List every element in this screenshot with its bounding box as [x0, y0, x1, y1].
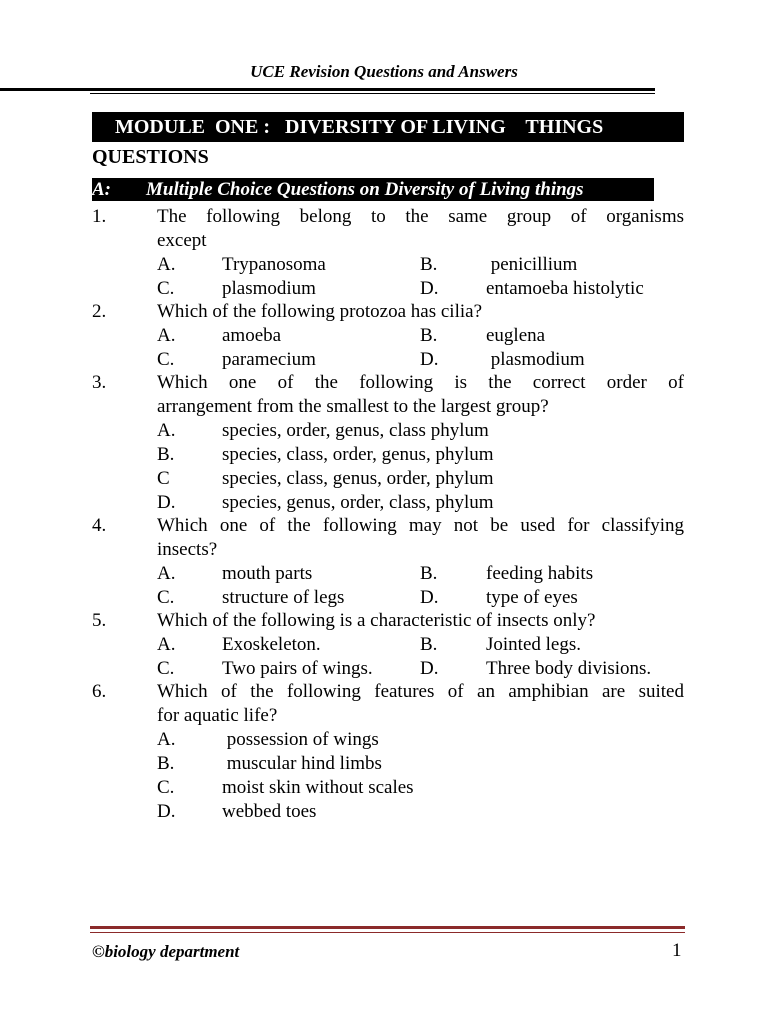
option-letter: C. [157, 658, 175, 679]
option-letter: C. [157, 777, 175, 798]
option-text: Trypanosoma [222, 254, 326, 275]
option-letter: A. [157, 254, 176, 275]
question-number: 3. [92, 372, 107, 393]
option-letter: D. [420, 278, 439, 299]
option-text: species, order, genus, class phylum [222, 420, 489, 441]
option-letter: B. [157, 444, 175, 465]
option-letter: B. [420, 325, 438, 346]
question-text: arrangement from the smallest to the largest group? [157, 396, 549, 417]
section-letter: A: [92, 179, 111, 200]
option-letter: B. [420, 254, 438, 275]
option-text: feeding habits [486, 563, 594, 584]
option-text: paramecium [222, 349, 316, 370]
question-number: 5. [92, 610, 107, 631]
option-text: structure of legs [222, 587, 345, 608]
option-letter: B. [157, 753, 175, 774]
option-text: penicillium [486, 254, 578, 275]
question-text: The following belong to the same group of organisms [157, 206, 684, 227]
option-text: plasmodium [486, 349, 585, 370]
question-number: 1. [92, 206, 107, 227]
question-text: Which of the following is a characteristic of insects only? [157, 610, 596, 631]
question-text: Which of the following protozoa has cilia? [157, 301, 483, 322]
question-text: Which one of the following is the correct order of [157, 372, 684, 393]
option-text: Three body divisions. [486, 658, 652, 679]
option-letter: D. [420, 587, 439, 608]
option-text: muscular hind limbs [222, 753, 382, 774]
option-text: species, genus, order, class, phylum [222, 492, 494, 513]
option-text: moist skin without scales [222, 777, 414, 798]
option-text: species, class, order, genus, phylum [222, 444, 494, 465]
option-text: euglena [486, 325, 546, 346]
footer-rule-thin [90, 932, 685, 933]
option-letter: B. [420, 634, 438, 655]
section-title: Multiple Choice Questions on Diversity of Living things [146, 179, 584, 200]
header-rule-thin [90, 93, 655, 94]
option-text: type of eyes [486, 587, 578, 608]
option-letter: A. [157, 729, 176, 750]
option-letter: D. [420, 658, 439, 679]
option-text: possession of wings [222, 729, 379, 750]
option-letter: C. [157, 587, 175, 608]
option-text: Jointed legs. [486, 634, 581, 655]
option-text: webbed toes [222, 801, 317, 822]
option-text: plasmodium [222, 278, 316, 299]
option-letter: A. [157, 634, 176, 655]
option-text: amoeba [222, 325, 282, 346]
question-number: 6. [92, 681, 107, 702]
question-number: 2. [92, 301, 107, 322]
option-letter: A. [157, 563, 176, 584]
option-text: Exoskeleton. [222, 634, 321, 655]
header-rule [0, 88, 655, 91]
option-letter: A. [157, 325, 176, 346]
question-text: Which of the following features of an amphibian are suited [157, 681, 684, 702]
module-banner: MODULE ONE : DIVERSITY OF LIVING THINGS [92, 112, 684, 142]
question-text: for aquatic life? [157, 705, 278, 726]
option-text: species, class, genus, order, phylum [222, 468, 494, 489]
option-text: mouth parts [222, 563, 313, 584]
option-letter: D. [420, 349, 439, 370]
option-letter: C. [157, 278, 175, 299]
option-letter: D. [157, 492, 176, 513]
question-number: 4. [92, 515, 107, 536]
section-banner [92, 178, 654, 201]
question-text: insects? [157, 539, 218, 560]
option-letter: D. [157, 801, 176, 822]
option-letter: B. [420, 563, 438, 584]
questions-heading: QUESTIONS [92, 146, 209, 168]
option-text: Two pairs of wings. [222, 658, 373, 679]
question-text: Which one of the following may not be used for classifying [157, 515, 684, 536]
option-letter: C. [157, 349, 175, 370]
option-text: entamoeba histolytic [486, 278, 644, 299]
footer-rule [90, 926, 685, 929]
page-number: 1 [672, 940, 682, 961]
question-text: except [157, 230, 207, 251]
option-letter: C [157, 468, 170, 489]
option-letter: A. [157, 420, 176, 441]
footer-department: ©biology department [92, 942, 240, 961]
page-header-title: UCE Revision Questions and Answers [250, 62, 518, 81]
